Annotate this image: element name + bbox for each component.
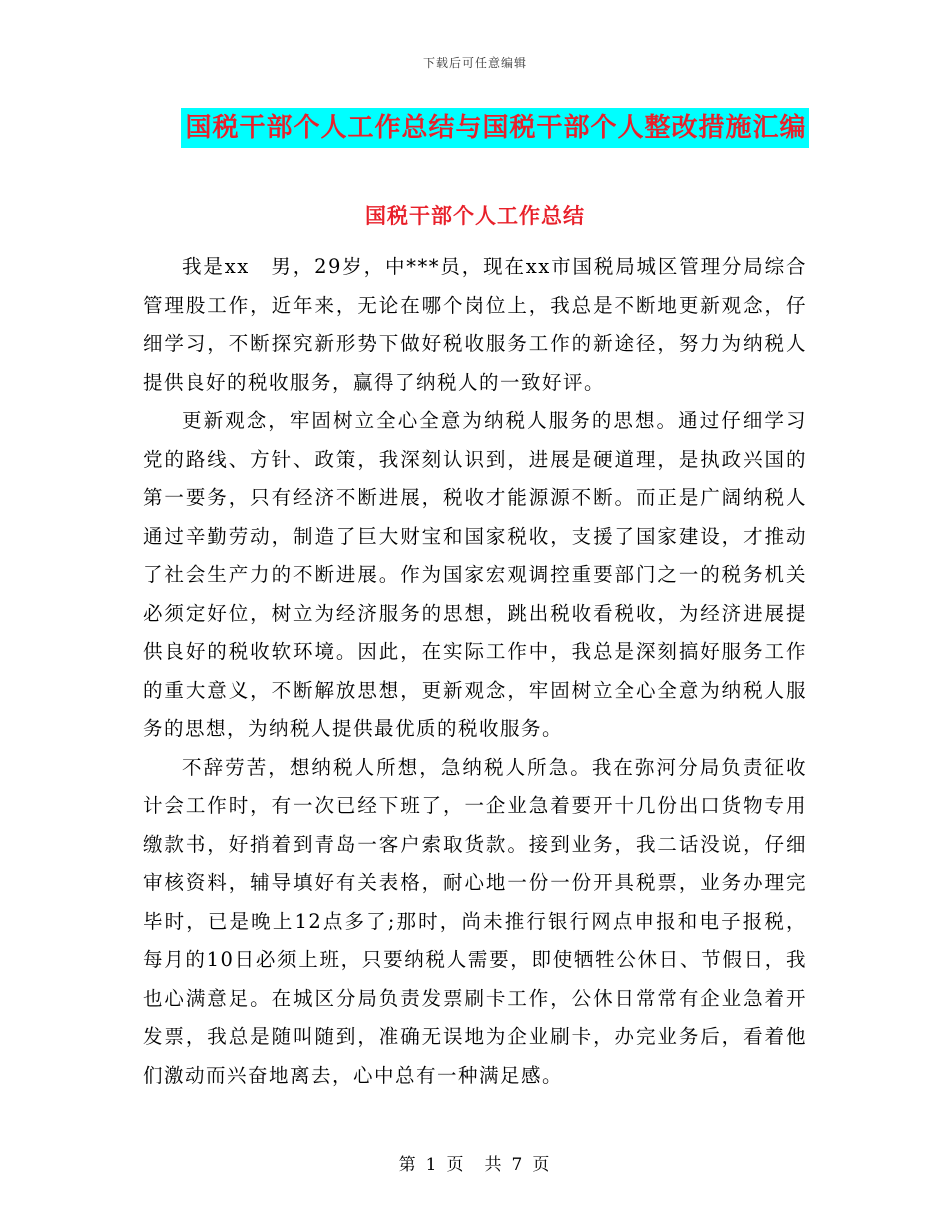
paragraph-3: 不辞劳苦，想纳税人所想，急纳税人所急。我在弥河分局负责征收计会工作时，有一次已经下班了，一企业急着要开十几份出口货物专用缴款书，好捎着到青岛一客户索取货款。接到业务，我二话没说，仔细审核资料，辅导填好有关表格，耐心地一份一份开具税票，业务办理完毕时，已是晚上12点多了;那时，尚未推行银行网点申报和电子报税，每月的10日必须上班，只要纳税人需要，即使牺牲公休日、节假日，我也心满意足。在城区分局负责发票刷卡工作，公休日常常有企业急着开发票，我总是随叫随到，准确无误地为企业刷卡，办完业务后，看着他们激动而兴奋地离去，心中总有一种满足感。 [143, 755, 807, 1087]
paragraph-1: 我是xx 男，29岁，中***员，现在xx市国税局城区管理分局综合管理股工作，近年来，无论在哪个岗位上，我总是不断地更新观念，仔细学习，不断探究新形势下做好税收服务工作的新途径，努力为纳税人提供良好的税收服务，赢得了纳税人的一致好评。 [143, 255, 807, 394]
main-title: 国税干部个人工作总结与国税干部个人整改措施汇编 [181, 108, 808, 148]
footer-page-total: 7 [511, 1155, 525, 1175]
footer-page-number: 1 [425, 1155, 439, 1175]
footer-prefix: 第 [398, 1155, 418, 1175]
main-title-wrapper [0, 108, 950, 148]
body-content [143, 248, 807, 1095]
paragraph-2: 更新观念，牢固树立全心全意为纳税人服务的思想。通过仔细学习党的路线、方针、政策，我深刻认识到，进展是硬道理，是执政兴国的第一要务，只有经济不断进展，税收才能源源不断。而正是广阔纳税人通过辛勤劳动，制造了巨大财宝和国家税收，支援了国家建设，才推动了社会生产力的不断进展。作为国家宏观调控重要部门之一的税务机关必须定好位，树立为经济服务的思想，跳出税收看税收，为经济进展提供良好的税收软环境。因此，在实际工作中，我总是深刻搞好服务工作的重大意义，不断解放思想，更新观念，牢固树立全心全意为纳税人服务的思想，为纳税人提供最优质的税收服务。 [143, 409, 807, 740]
footer-middle: 页 共 [446, 1155, 504, 1175]
header-note: 下载后可任意编辑 [422, 56, 527, 70]
page-footer [0, 1150, 950, 1175]
section-title: 国税干部个人工作总结 [365, 203, 585, 228]
footer-suffix: 页 [532, 1155, 552, 1175]
